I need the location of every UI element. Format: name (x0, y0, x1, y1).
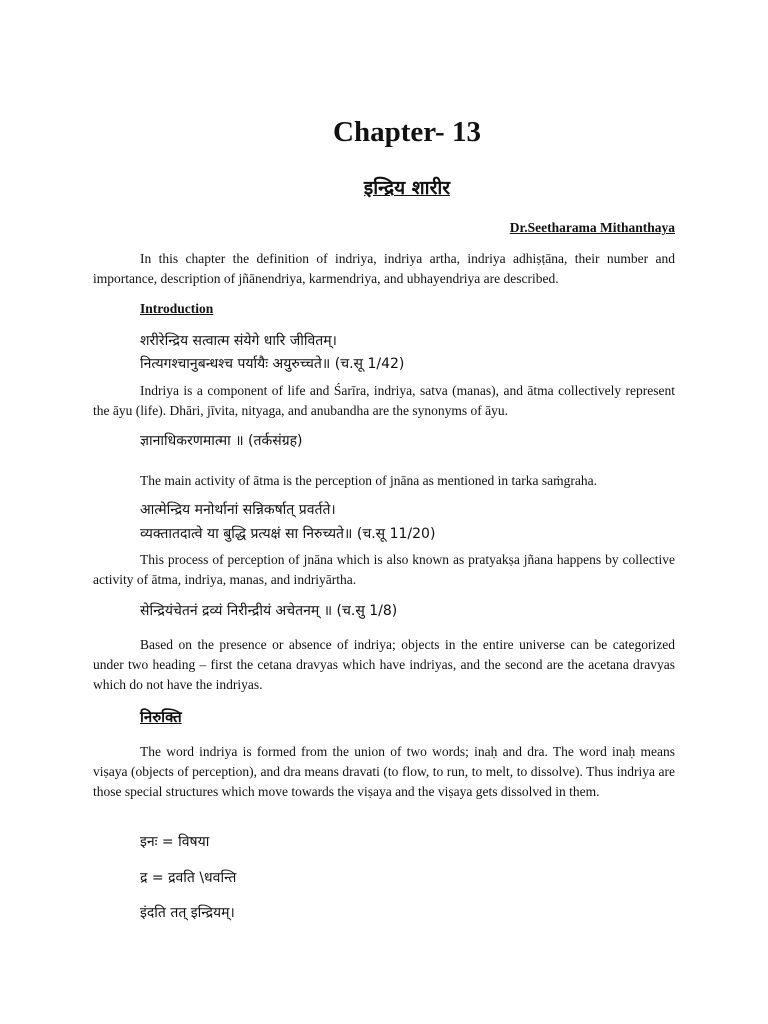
paragraph: The word indriya is formed from the union of two words; inaḥ and dra. The word inaḥ means viṣaya (objects of perception), and dra means dravati (to flow, to run, to melt, to dissolve). Thus indriya are those special structures which move towards the viṣaya and the viṣaya gets dissolved in them. (93, 744, 675, 799)
paragraph: Based on the presence or absence of indriya; objects in the entire universe can be categorized under two heading – first the cetana dravyas which have indriyas, and the second are the acetana dravyas which do not have the indriyas. (93, 637, 675, 692)
verse-line: सेन्द्रियंचेतनं द्रव्यं निरीन्द्रीयं अचेतनम् ॥ (च.सु 1/8) (140, 603, 398, 619)
verse-line: इनः = विषया (140, 834, 210, 850)
verse-line: व्यक्तातदात्वे या बुद्धि प्रत्यक्षं सा निरुच्यते॥ (च.सू 11/20) (140, 526, 436, 542)
chapter-subtitle: इन्द्रिय शारीर (363, 177, 451, 199)
author-name: Dr.Seetharama Mithanthaya (509, 220, 675, 235)
verse-line: शरीरेन्द्रिय सत्वात्म संयेगे धारि जीवितम्। (140, 333, 337, 349)
paragraph: The main activity of ātma is the perception of jnāna as mentioned in tarka saṁgraha. (140, 473, 597, 488)
paragraph: This process of perception of jnāna which is also known as pratyakṣa jñana happens by collective activity of ātma, indriya, manas, and indriyārtha. (93, 552, 675, 587)
introduction-heading: Introduction (140, 301, 214, 316)
verse-line: इंदति तत् इन्द्रियम्। (140, 905, 235, 921)
chapter-title: Chapter- 13 (333, 116, 481, 148)
intro-paragraph: In this chapter the definition of indriya, indriya artha, indriya adhiṣṭāna, their number and importance, description of jñānendriya, karmendriya, and ubhayendriya are described. (93, 251, 675, 286)
verse-line: आत्मेन्द्रिय मनोर्थानां सन्निकर्षात् प्रवर्तते। (140, 502, 336, 518)
verse-line: नित्यगश्चानुबन्धश्च पर्यायैः अयुरुच्चते॥ (च.सू 1/42) (140, 356, 405, 372)
verse-line: द्र = द्रवति \धवन्ति (140, 870, 237, 886)
paragraph: Indriya is a component of life and Śarīra, indriya, satva (manas), and ātma collectively represent the āyu (life). Dhāri, jīvita, nityaga, and anubandha are the synonyms of āyu. (93, 383, 675, 418)
nirukti-heading: निरुक्ति (140, 708, 182, 726)
verse-line: ज्ञानाधिकरणमात्मा ॥ (तर्कसंग्रह) (140, 433, 303, 449)
